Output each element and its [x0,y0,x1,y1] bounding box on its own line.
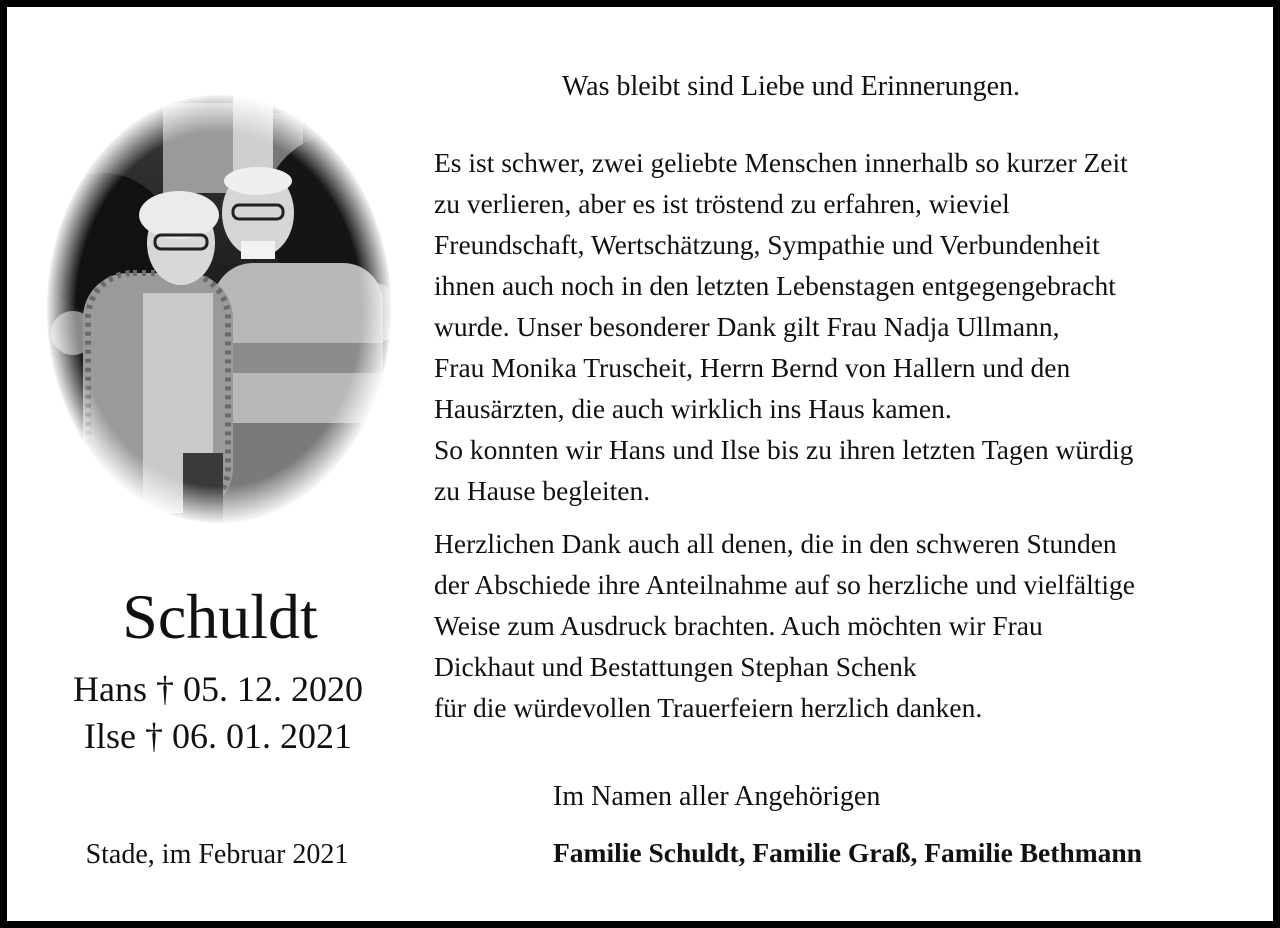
thanks-paragraph-2: Herzlichen Dank auch all denen, die in den schweren Stunden der Abschiede ihre Anteilnahme auf so herzliche und vielfältige Weise zum Ausdruck brachten. Auch möchten wir Frau Dickhaut und Bestattungen Stephan Schenk für die würdevollen Trauerfeiern herzlich danken. [434,528,1135,723]
death-date-hans: Hans † 05. 12. 2020 [73,669,363,709]
thanks-paragraph-1: Es ist schwer, zwei geliebte Menschen innerhalb so kurzer Zeit zu verlieren, aber es ist tröstend zu erfahren, wieviel Freundschaft, Wertschätzung, Sympathie und Verbundenheit ihnen auch noch in den letzten Lebenstagen entgegengebracht wurde. Unser besonderer Dank gilt Frau Nadja Ullmann, Frau Monika Truscheit, Herrn Bernd von Hallern und den Hausärzten, die auch wirklich ins Haus kamen. So konnten wir Hans und Ilse bis zu ihren letzten Tagen würdig zu Hause begleiten. [434,147,1134,506]
death-date-ilse: Ilse † 06. 01. 2021 [84,716,352,756]
motto-heading: Was bleibt sind Liebe und Erinnerungen. [561,71,1021,102]
signature-families: Familie Schuldt, Familie Graß, Familie Bethmann [553,837,1142,868]
portrait-photo-icon [43,93,395,525]
signature-intro: Im Namen aller Angehörigen [553,781,881,812]
couple-portrait-photo [43,93,395,525]
place-and-date: Stade, im Februar 2021 [85,839,349,870]
family-surname: Schuldt [122,581,318,652]
